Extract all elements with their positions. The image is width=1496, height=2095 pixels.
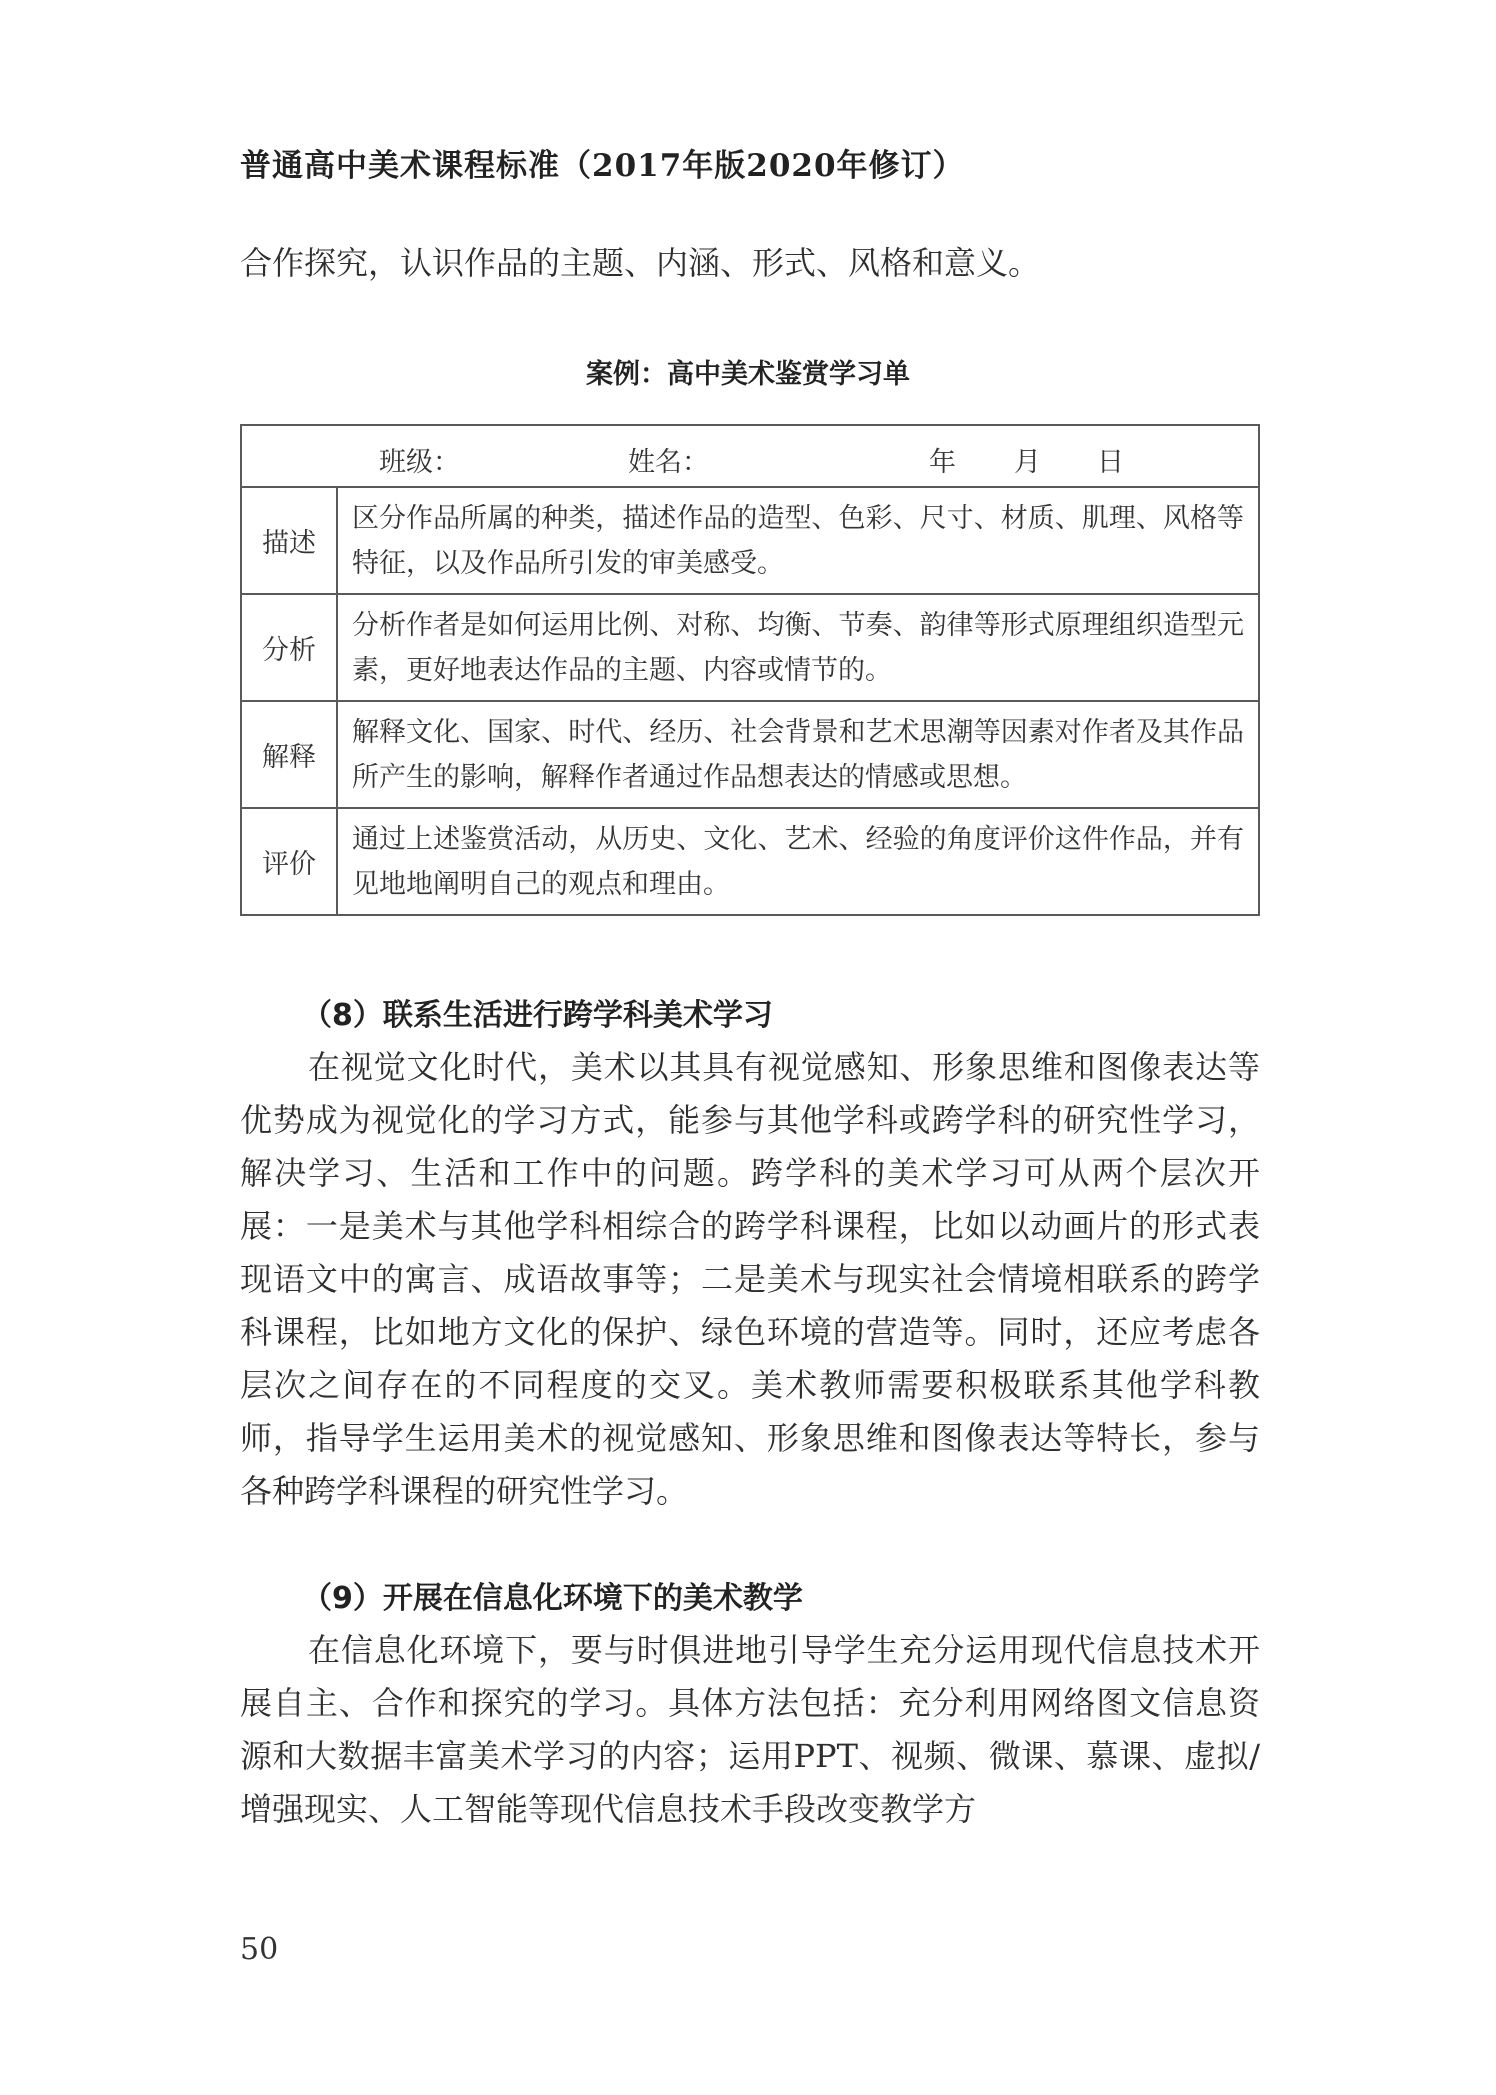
row-text: 通过上述鉴赏活动，从历史、文化、艺术、经验的角度评价这件作品，并有见地地阐明自己的观点和理由。 <box>337 808 1259 915</box>
row-label: 解释 <box>241 701 337 808</box>
page-number: 50 <box>240 1932 279 1967</box>
row-label: 评价 <box>241 808 337 915</box>
row-text: 区分作品所属的种类，描述作品的造型、色彩、尺寸、材质、肌理、风格等特征，以及作品所引发的审美感受。 <box>337 487 1259 594</box>
worksheet-row-evaluate <box>241 808 1259 915</box>
section-9-heading: （9）开展在信息化环境下的美术教学 <box>302 1581 803 1616</box>
worksheet-header-cell <box>241 425 1259 487</box>
row-text: 分析作者是如何运用比例、对称、均衡、节奏、韵律等形式原理组织造型元素，更好地表达作品的主题、内容或情节的。 <box>337 594 1259 701</box>
year-label: 年 <box>929 447 956 478</box>
section-8-heading: （8）联系生活进行跨学科美术学习 <box>302 998 773 1033</box>
class-label: 班级： <box>379 447 460 478</box>
day-label: 日 <box>1097 447 1124 478</box>
section-9-body: 在信息化环境下，要与时俱进地引导学生充分运用现代信息技术开展自主、合作和探究的学习。具体方法包括：充分利用网络图文信息资源和大数据丰富美术学习的内容；运用PPT、视频、微课、慕课、虚拟/增强现实、人工智能等现代信息技术手段改变教学方 <box>240 1631 1260 1828</box>
worksheet-header-row <box>241 425 1259 487</box>
row-label: 分析 <box>241 594 337 701</box>
row-text: 解释文化、国家、时代、经历、社会背景和艺术思潮等因素对作者及其作品所产生的影响，解释作者通过作品想表达的情感或思想。 <box>337 701 1259 808</box>
appreciation-worksheet-table <box>240 424 1260 916</box>
month-label: 月 <box>1014 447 1041 478</box>
section-8-body: 在视觉文化时代，美术以其具有视觉感知、形象思维和图像表达等优势成为视觉化的学习方式，能参与其他学科或跨学科的研究性学习，解决学习、生活和工作中的问题。跨学科的美术学习可从两个层次开展：一是美术与其他学科相综合的跨学科课程，比如以动画片的形式表现语文中的寓言、成语故事等；二是美术与现实社会情境相联系的跨学科课程，比如地方文化的保护、绿色环境的营造等。同时，还应考虑各层次之间存在的不同程度的交叉。美术教师需要积极联系其他学科教师，指导学生运用美术的视觉感知、形象思维和图像表达等特长，参与各种跨学科课程的研究性学习。 <box>240 1048 1260 1510</box>
intro-paragraph: 合作探究，认识作品的主题、内涵、形式、风格和意义。 <box>240 244 1041 282</box>
name-label: 姓名： <box>628 447 709 478</box>
worksheet-row-interpret <box>241 701 1259 808</box>
case-caption: 案例：高中美术鉴赏学习单 <box>586 359 910 390</box>
worksheet-row-analyze <box>241 594 1259 701</box>
row-label: 描述 <box>241 487 337 594</box>
running-header: 普通高中美术课程标准（2017年版2020年修订） <box>240 148 965 184</box>
worksheet-row-describe <box>241 487 1259 594</box>
